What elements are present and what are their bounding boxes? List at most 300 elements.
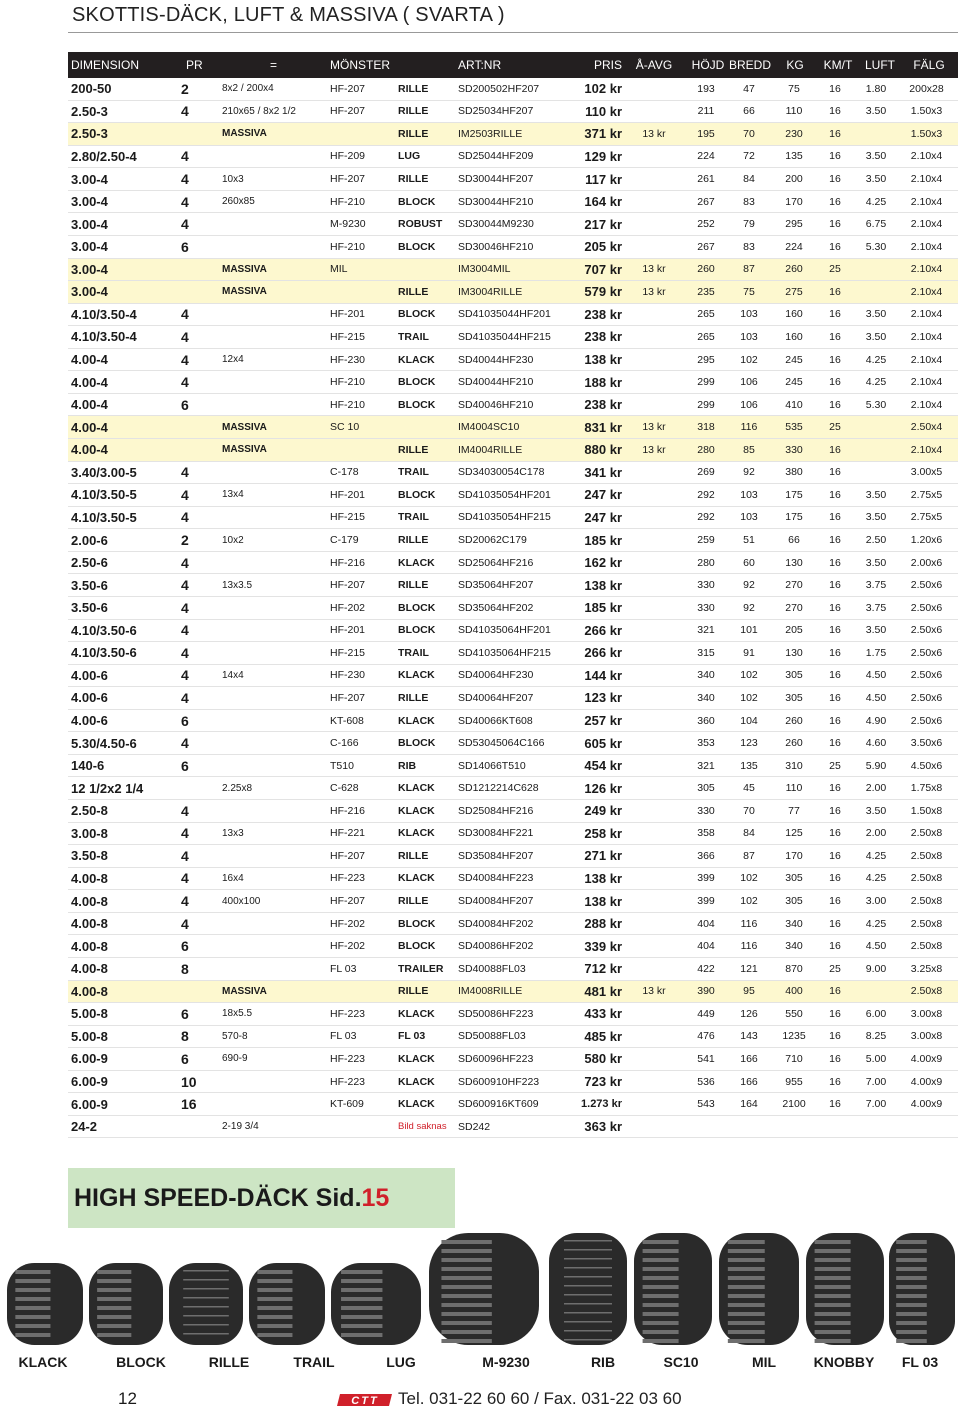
price-cell: 579 kr xyxy=(584,284,622,300)
pattern-cell: FL 03 xyxy=(330,962,357,975)
air-cell: 3.50 xyxy=(865,511,887,524)
height-cell: 330 xyxy=(697,601,715,614)
height-cell: 265 xyxy=(697,330,715,343)
speed-cell: 16 xyxy=(829,579,841,592)
price-cell: 266 kr xyxy=(584,622,622,638)
pattern-cell: HF-207 xyxy=(330,849,366,862)
rim-cell: 3.25x8 xyxy=(910,962,943,975)
kg-cell: 205 xyxy=(785,624,803,637)
price-cell: 138 kr xyxy=(584,352,622,368)
speed-cell: 16 xyxy=(829,940,841,953)
artnr-cell: SD35064HF202 xyxy=(458,601,534,614)
tire-trail-image xyxy=(248,1262,326,1346)
height-cell: 195 xyxy=(697,127,715,140)
kg-cell: 270 xyxy=(785,601,803,614)
rim-cell: 2.50x6 xyxy=(910,714,943,727)
height-cell: 399 xyxy=(697,895,715,908)
air-cell xyxy=(856,462,896,484)
kg-cell: 295 xyxy=(785,218,803,231)
fee-cell xyxy=(624,620,684,642)
type-cell: BLOCK xyxy=(398,195,436,208)
pattern-cell: HF-207 xyxy=(330,173,366,186)
rim-cell: 2.10x4 xyxy=(910,308,943,321)
dimension-cell: 3.50-8 xyxy=(71,848,108,864)
high-speed-link[interactable] xyxy=(74,1168,389,1228)
type-cell: TRAIL xyxy=(398,330,429,343)
speed-cell: 16 xyxy=(829,917,841,930)
tire-rib-image xyxy=(548,1232,628,1346)
dimension-cell: 6.00-9 xyxy=(71,1096,108,1112)
equivalent-cell: MASSIVA xyxy=(222,128,267,140)
fee-cell xyxy=(624,710,684,732)
kg-cell: 340 xyxy=(785,917,803,930)
width-cell: 102 xyxy=(740,691,758,704)
speed-cell: 16 xyxy=(829,376,841,389)
equivalent-cell: 14x4 xyxy=(222,669,244,681)
height-cell: 267 xyxy=(697,195,715,208)
col-recycling-fee: Å-AVG xyxy=(635,58,673,72)
rim-cell: 2.50x6 xyxy=(910,579,943,592)
speed-cell: 16 xyxy=(829,1098,841,1111)
kg-cell: 305 xyxy=(785,895,803,908)
width-cell: 70 xyxy=(743,804,755,817)
fee-cell xyxy=(624,394,684,416)
width-cell: 116 xyxy=(740,917,758,930)
equivalent-cell: MASSIVA xyxy=(222,985,267,997)
pr-cell: 4 xyxy=(181,148,189,165)
width-cell: 103 xyxy=(740,488,758,501)
equivalent-cell: 210x65 / 8x2 1/2 xyxy=(222,105,296,117)
equivalent-cell: 12x4 xyxy=(222,354,244,366)
pattern-cell: HF-207 xyxy=(330,82,366,95)
type-cell: RILLE xyxy=(398,691,429,704)
type-cell: FL 03 xyxy=(398,1030,426,1043)
artnr-cell: SD40046HF210 xyxy=(458,398,534,411)
height-cell: 390 xyxy=(697,985,715,998)
air-cell: 1.80 xyxy=(865,82,887,95)
type-cell: ROBUST xyxy=(398,218,443,231)
pattern-cell: C-166 xyxy=(330,737,359,750)
tire-label-fl03: FL 03 xyxy=(901,1354,939,1370)
table-row xyxy=(68,574,958,597)
pr-cell: 6 xyxy=(181,1050,189,1067)
artnr-cell: IM4004RILLE xyxy=(458,443,523,456)
rim-cell xyxy=(898,1116,955,1138)
air-cell: 5.30 xyxy=(865,398,887,411)
equivalent-cell: 570-8 xyxy=(222,1030,248,1042)
table-row xyxy=(68,462,958,485)
width-cell: 87 xyxy=(743,849,755,862)
fee-cell xyxy=(624,597,684,619)
price-cell: 363 kr xyxy=(584,1119,622,1135)
artnr-cell: SD40044HF230 xyxy=(458,353,534,366)
rim-cell: 2.00x6 xyxy=(910,556,943,569)
artnr-cell: SD25034HF207 xyxy=(458,105,534,118)
pattern-cell: HF-201 xyxy=(330,308,366,321)
price-cell: 258 kr xyxy=(584,825,622,841)
high-speed-label: HIGH SPEED-DÄCK Sid. xyxy=(74,1183,362,1212)
height-cell: 321 xyxy=(697,759,715,772)
artnr-cell: SD40044HF210 xyxy=(458,376,534,389)
col-artnr: ART:NR xyxy=(458,58,502,72)
width-cell: 92 xyxy=(743,466,755,479)
air-cell: 3.75 xyxy=(865,579,887,592)
rim-cell: 4.00x9 xyxy=(910,1052,943,1065)
kg-cell: 75 xyxy=(788,82,800,95)
table-row xyxy=(68,552,958,575)
pattern-cell: MIL xyxy=(330,263,348,276)
air-cell xyxy=(856,1116,896,1138)
type-cell: RILLE xyxy=(398,173,429,186)
air-cell: 2.00 xyxy=(865,782,887,795)
fee-cell xyxy=(624,935,684,957)
pr-cell: 6 xyxy=(181,238,189,255)
dimension-cell: 3.00-4 xyxy=(71,284,108,300)
air-cell: 2.00 xyxy=(865,827,887,840)
air-cell: 6.00 xyxy=(865,1007,887,1020)
height-cell: 193 xyxy=(697,82,715,95)
width-cell xyxy=(730,1116,768,1138)
pr-cell: 4 xyxy=(181,351,189,368)
speed-cell: 16 xyxy=(829,466,841,479)
pr-cell: 6 xyxy=(181,1005,189,1022)
type-cell: KLACK xyxy=(398,556,435,569)
dimension-cell: 4.00-4 xyxy=(71,397,108,413)
col-air: LUFT xyxy=(865,58,895,72)
height-cell: 366 xyxy=(697,849,715,862)
fee-cell xyxy=(624,484,684,506)
rim-cell: 1.75x8 xyxy=(910,782,943,795)
col-price: PRIS xyxy=(593,58,622,72)
fee-cell xyxy=(624,1116,684,1138)
dimension-cell: 4.10/3.50-6 xyxy=(71,645,137,661)
rim-cell: 2.50x6 xyxy=(910,691,943,704)
width-cell: 123 xyxy=(740,737,758,750)
dimension-cell: 2.00-6 xyxy=(71,532,108,548)
price-cell: 266 kr xyxy=(584,645,622,661)
rim-cell: 3.00x8 xyxy=(910,1030,943,1043)
artnr-cell: SD40088FL03 xyxy=(458,962,526,975)
dimension-cell: 3.00-4 xyxy=(71,194,108,210)
air-cell: 4.25 xyxy=(865,353,887,366)
dimension-cell: 3.00-4 xyxy=(71,239,108,255)
pattern-cell: HF-230 xyxy=(330,669,366,682)
artnr-cell: SD30084HF221 xyxy=(458,827,534,840)
rim-cell: 2.75x5 xyxy=(910,488,943,501)
price-cell: 485 kr xyxy=(584,1028,622,1044)
air-cell: 5.90 xyxy=(865,759,887,772)
width-cell: 135 xyxy=(740,759,758,772)
height-cell: 267 xyxy=(697,240,715,253)
tire-label-block: BLOCK xyxy=(116,1354,166,1370)
type-cell: RILLE xyxy=(398,82,429,95)
type-cell: KLACK xyxy=(398,782,435,795)
tire-label-knobby: KNOBBY xyxy=(813,1354,875,1370)
fee-cell xyxy=(624,845,684,867)
price-cell: 433 kr xyxy=(584,1006,622,1022)
pattern-cell: HF-210 xyxy=(330,240,366,253)
type-cell: BLOCK xyxy=(398,737,436,750)
kg-cell: 710 xyxy=(785,1052,803,1065)
dimension-cell: 3.50-6 xyxy=(71,577,108,593)
speed-cell: 16 xyxy=(829,872,841,885)
pattern-cell: HF-207 xyxy=(330,579,366,592)
type-cell: KLACK xyxy=(398,1007,435,1020)
price-cell: 129 kr xyxy=(584,148,622,164)
artnr-cell: IM2503RILLE xyxy=(458,127,523,140)
air-cell xyxy=(856,259,896,281)
pr-cell: 2 xyxy=(181,532,189,549)
price-cell: 247 kr xyxy=(584,487,622,503)
table-row xyxy=(68,259,958,282)
dimension-cell: 3.50-6 xyxy=(71,600,108,616)
height-cell: 321 xyxy=(697,624,715,637)
air-cell: 4.50 xyxy=(865,940,887,953)
kg-cell: 160 xyxy=(785,330,803,343)
col-width: BREDD xyxy=(728,58,771,72)
kg-cell: 245 xyxy=(785,353,803,366)
kg-cell: 955 xyxy=(785,1075,803,1088)
dimension-cell: 2.50-3 xyxy=(71,126,108,142)
rim-cell: 2.50x8 xyxy=(910,985,943,998)
speed-cell: 16 xyxy=(829,1007,841,1020)
speed-cell: 16 xyxy=(829,173,841,186)
speed-cell: 16 xyxy=(829,308,841,321)
width-cell: 75 xyxy=(743,285,755,298)
fee-cell xyxy=(624,687,684,709)
dimension-cell: 4.00-8 xyxy=(71,938,108,954)
height-cell: 235 xyxy=(697,285,715,298)
width-cell: 47 xyxy=(743,82,755,95)
rim-cell: 2.10x4 xyxy=(910,398,943,411)
height-cell: 259 xyxy=(697,534,715,547)
height-cell: 318 xyxy=(697,421,715,434)
kg-cell: 160 xyxy=(785,308,803,321)
speed-cell: 16 xyxy=(829,985,841,998)
fee-cell xyxy=(624,958,684,980)
height-cell xyxy=(686,1116,726,1138)
rim-cell: 2.10x4 xyxy=(910,218,943,231)
dimension-cell: 4.10/3.50-5 xyxy=(71,487,137,503)
air-cell: 7.00 xyxy=(865,1098,887,1111)
fee-cell xyxy=(624,665,684,687)
width-cell: 79 xyxy=(743,218,755,231)
kg-cell: 130 xyxy=(785,646,803,659)
equivalent-cell: MASSIVA xyxy=(222,263,267,275)
pr-cell: 4 xyxy=(181,577,189,594)
fee-cell xyxy=(624,168,684,190)
price-cell: 341 kr xyxy=(584,464,622,480)
kg-cell: 110 xyxy=(785,105,803,118)
artnr-cell: SD600910HF223 xyxy=(458,1075,540,1088)
type-cell: RILLE xyxy=(398,105,429,118)
kg-cell: 330 xyxy=(785,443,803,456)
kg-cell: 260 xyxy=(785,737,803,750)
table-row xyxy=(68,394,958,417)
type-cell: KLACK xyxy=(398,827,435,840)
width-cell: 84 xyxy=(743,173,755,186)
width-cell: 83 xyxy=(743,240,755,253)
fee-cell xyxy=(624,78,684,100)
pr-cell: 4 xyxy=(181,689,189,706)
speed-cell: 16 xyxy=(829,1075,841,1088)
fee-cell xyxy=(624,101,684,123)
table-row xyxy=(68,1026,958,1049)
speed-cell: 16 xyxy=(829,330,841,343)
table-row xyxy=(68,371,958,394)
type-cell: RILLE xyxy=(398,895,429,908)
fee-cell xyxy=(624,507,684,529)
kg-cell: 245 xyxy=(785,376,803,389)
height-cell: 543 xyxy=(697,1098,715,1111)
table-row xyxy=(68,823,958,846)
equivalent-cell: 260x85 xyxy=(222,196,255,208)
pattern-cell: HF-210 xyxy=(330,376,366,389)
pr-cell: 16 xyxy=(181,1096,197,1113)
pattern-cell: FL 03 xyxy=(330,1030,357,1043)
dimension-cell: 4.00-8 xyxy=(71,961,108,977)
artnr-cell: SD20062C179 xyxy=(458,534,527,547)
pr-cell: 2 xyxy=(181,80,189,97)
fee-cell xyxy=(624,732,684,754)
air-cell: 3.50 xyxy=(865,804,887,817)
price-cell: 102 kr xyxy=(584,81,622,97)
width-cell: 45 xyxy=(743,782,755,795)
pr-cell: 4 xyxy=(181,644,189,661)
table-row xyxy=(68,349,958,372)
fee-cell xyxy=(624,800,684,822)
height-cell: 260 xyxy=(697,263,715,276)
air-cell: 5.00 xyxy=(865,1052,887,1065)
kg-cell: 230 xyxy=(785,127,803,140)
price-cell: 249 kr xyxy=(584,803,622,819)
table-row xyxy=(68,146,958,169)
air-cell: 3.50 xyxy=(865,556,887,569)
type-cell: BLOCK xyxy=(398,940,436,953)
table-row xyxy=(68,935,958,958)
equivalent-cell: 2.25x8 xyxy=(222,782,253,794)
artnr-cell: SD30044HF210 xyxy=(458,195,534,208)
speed-cell: 16 xyxy=(829,691,841,704)
dimension-cell: 2.80/2.50-4 xyxy=(71,148,137,164)
table-row xyxy=(68,416,958,439)
artnr-cell: SD25044HF209 xyxy=(458,150,534,163)
rim-cell: 2.50x8 xyxy=(910,917,943,930)
fee-cell: 13 kr xyxy=(642,421,666,434)
speed-cell: 16 xyxy=(829,218,841,231)
dimension-cell: 4.10/3.50-4 xyxy=(71,306,137,322)
price-cell: 247 kr xyxy=(584,509,622,525)
kg-cell: 550 xyxy=(785,1007,803,1020)
type-cell: BLOCK xyxy=(398,601,436,614)
rim-cell: 2.50x8 xyxy=(910,895,943,908)
pattern-cell: HF-201 xyxy=(330,488,366,501)
table-row xyxy=(68,101,958,124)
tire-knobby-image xyxy=(805,1232,885,1346)
air-cell: 5.30 xyxy=(865,240,887,253)
height-cell: 330 xyxy=(697,804,715,817)
type-cell: RILLE xyxy=(398,849,429,862)
height-cell: 315 xyxy=(697,646,715,659)
speed-cell: 16 xyxy=(829,127,841,140)
pr-cell: 4 xyxy=(181,554,189,571)
artnr-cell: SD35064HF207 xyxy=(458,579,534,592)
air-cell xyxy=(856,281,896,303)
height-cell: 305 xyxy=(697,782,715,795)
rim-cell: 2.10x4 xyxy=(910,443,943,456)
tire-fl03-image xyxy=(888,1232,956,1346)
type-cell: BLOCK xyxy=(398,240,436,253)
dimension-cell: 6.00-9 xyxy=(71,1074,108,1090)
height-cell: 353 xyxy=(697,737,715,750)
pr-cell: 8 xyxy=(181,1028,189,1045)
pattern-cell: HF-207 xyxy=(330,691,366,704)
price-cell: 271 kr xyxy=(584,848,622,864)
price-cell: 454 kr xyxy=(584,758,622,774)
pr-cell: 6 xyxy=(181,712,189,729)
kg-cell: 305 xyxy=(785,669,803,682)
table-row xyxy=(68,1003,958,1026)
height-cell: 541 xyxy=(697,1052,715,1065)
fee-cell xyxy=(624,552,684,574)
fee-cell: 13 kr xyxy=(642,443,666,456)
pr-cell: 4 xyxy=(181,735,189,752)
col-dimension: DIMENSION xyxy=(71,58,140,72)
height-cell: 295 xyxy=(697,353,715,366)
width-cell: 51 xyxy=(743,534,755,547)
dimension-cell: 3.00-8 xyxy=(71,825,108,841)
dimension-cell: 5.00-8 xyxy=(71,1006,108,1022)
width-cell: 116 xyxy=(740,421,758,434)
pr-cell: 6 xyxy=(181,938,189,955)
air-cell: 4.25 xyxy=(865,917,887,930)
width-cell: 143 xyxy=(740,1030,758,1043)
width-cell: 84 xyxy=(743,827,755,840)
speed-cell: 16 xyxy=(829,1030,841,1043)
dimension-cell: 4.00-8 xyxy=(71,893,108,909)
price-cell: 185 kr xyxy=(584,600,622,616)
height-cell: 299 xyxy=(697,376,715,389)
artnr-cell: SD1212214C628 xyxy=(458,782,539,795)
height-cell: 536 xyxy=(697,1075,715,1088)
table-row xyxy=(68,1093,958,1116)
table-row xyxy=(68,868,958,891)
type-cell: BLOCK xyxy=(398,398,436,411)
type-cell: KLACK xyxy=(398,872,435,885)
pattern-cell: HF-201 xyxy=(330,624,366,637)
equivalent-cell: 13x4 xyxy=(222,489,244,501)
dimension-cell: 3.00-4 xyxy=(71,261,108,277)
table-row xyxy=(68,1116,958,1139)
air-cell: 4.25 xyxy=(865,376,887,389)
dimension-cell: 5.30/4.50-6 xyxy=(71,735,137,751)
speed-cell: 16 xyxy=(829,534,841,547)
artnr-cell: SD40064HF207 xyxy=(458,691,534,704)
pattern-cell: HF-202 xyxy=(330,940,366,953)
height-cell: 476 xyxy=(697,1030,715,1043)
dimension-cell: 3.40/3.00-5 xyxy=(71,464,137,480)
artnr-cell: SD41035064HF201 xyxy=(458,624,551,637)
type-cell: TRAIL xyxy=(398,511,429,524)
artnr-cell: SD53045064C166 xyxy=(458,737,545,750)
price-cell: 126 kr xyxy=(584,780,622,796)
price-cell: 707 kr xyxy=(584,261,622,277)
fee-cell xyxy=(624,462,684,484)
col-speed: KM/T xyxy=(823,58,853,72)
table-row xyxy=(68,890,958,913)
speed-cell: 16 xyxy=(829,285,841,298)
fee-cell xyxy=(624,1003,684,1025)
